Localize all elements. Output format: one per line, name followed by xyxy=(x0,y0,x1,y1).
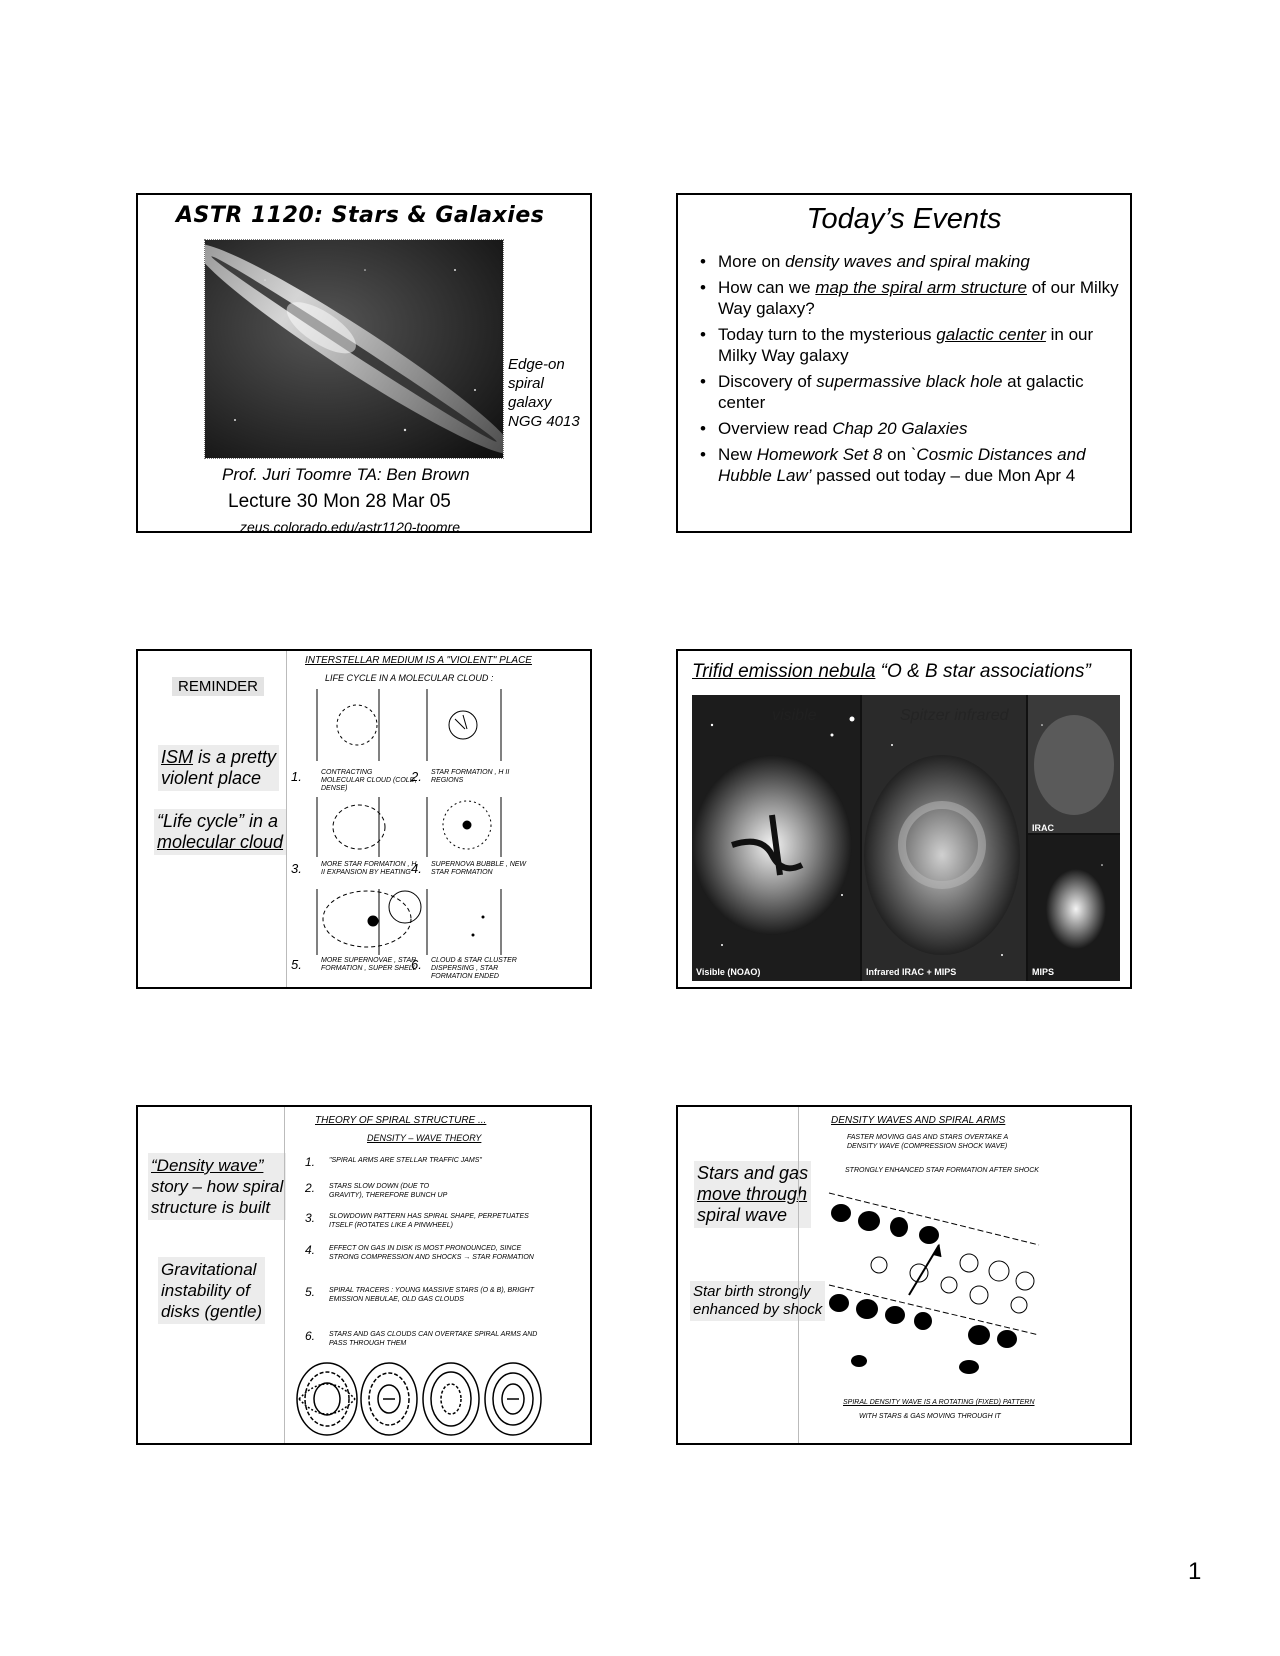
sketch-subtitle: DENSITY – WAVE THEORY xyxy=(367,1133,482,1143)
sketch-footer: WITH STARS & GAS MOVING THROUGH IT xyxy=(859,1413,1001,1420)
trifid-nebula-image xyxy=(692,695,1120,981)
list-item: • New Homework Set 8 on `Cosmic Distances and Hubble Law’ passed out today – due Mon Apr 4 xyxy=(700,444,1120,486)
visible-label: visible xyxy=(772,707,817,724)
galaxy-ngc4013-photo xyxy=(204,239,504,459)
item-text: EFFECT ON GAS IN DISK IS MOST PRONOUNCED, SINCE STRONG COMPRESSION AND SHOCKS → STAR FORMATION xyxy=(329,1245,534,1261)
step-text: STAR FORMATION , H II REGIONS xyxy=(431,769,510,784)
list-item: • More on density waves and spiral making xyxy=(700,251,1120,272)
events-list xyxy=(700,251,1120,491)
gravitational-instability-note: Gravitational instability of disks (gentle) xyxy=(158,1257,265,1324)
lecture-date: Lecture 30 Mon 28 Mar 05 xyxy=(228,491,451,512)
item-number: 2. xyxy=(305,1181,316,1195)
density-wave-note: “Density wave” story – how spiral structure is built xyxy=(148,1153,286,1220)
step-number: 5. xyxy=(291,957,302,972)
disk-diagram xyxy=(485,1363,541,1435)
sketch-subtitle: LIFE CYCLE IN A MOLECULAR CLOUD : xyxy=(325,673,494,683)
galaxy-image xyxy=(205,240,503,458)
item-text: STARS AND GAS CLOUDS CAN OVERTAKE SPIRAL ARMS AND PASS THROUGH THEM xyxy=(329,1331,538,1347)
visible-noao-label: Visible (NOAO) xyxy=(696,967,761,977)
item-number: 6. xyxy=(305,1329,316,1343)
list-item: • Discovery of supermassive black hole at galactic center xyxy=(700,371,1120,413)
life-cycle-note: “Life cycle” in a molecular cloud xyxy=(154,809,286,855)
sketch-line: FASTER MOVING GAS AND STARS OVERTAKE A DENSITY WAVE (COMPRESSION SHOCK WAVE) xyxy=(847,1134,1008,1150)
item-text: "SPIRAL ARMS ARE STELLAR TRAFFIC JAMS" xyxy=(329,1157,482,1164)
course-title: ASTR 1120: Stars & Galaxies xyxy=(176,203,545,228)
disk-diagram xyxy=(423,1363,479,1435)
item-text: STARS SLOW DOWN (DUE TO GRAVITY), THEREFORE BUNCH UP xyxy=(329,1183,448,1199)
density-waves-sketch xyxy=(798,1107,1099,1443)
slide-density-wave-theory xyxy=(136,1105,592,1445)
slide-course-title xyxy=(136,193,592,533)
slide-ism-life-cycle xyxy=(136,649,592,989)
caption-line: NGG 4013 xyxy=(508,413,580,430)
step-number: 6. xyxy=(411,957,422,972)
step-text: MORE STAR FORMATION , H II EXPANSION BY HEATING xyxy=(321,861,417,876)
step-number: 1. xyxy=(291,769,302,784)
reminder-label: REMINDER xyxy=(172,677,264,696)
spiral-disk-diagrams xyxy=(295,1357,545,1439)
item-number: 3. xyxy=(305,1211,316,1225)
spiral-arm-drawing xyxy=(819,1185,1049,1385)
sketch-title: INTERSTELLAR MEDIUM IS A "VIOLENT" PLACE xyxy=(305,655,532,666)
sketch-line: STRONGLY ENHANCED STAR FORMATION AFTER SHOCK xyxy=(845,1167,1039,1174)
course-url[interactable]: zeus.colorado.edu/astr1120-toomre xyxy=(240,519,460,533)
step-text: CLOUD & STAR CLUSTER DISPERSING , STAR FORMATION ENDED xyxy=(431,957,517,980)
item-text: SPIRAL TRACERS : YOUNG MASSIVE STARS (O & B), BRIGHT EMISSION NEBULAE, OLD GAS CLOUDS xyxy=(329,1287,534,1303)
life-cycle-sketch xyxy=(286,651,551,987)
slide-title: Trifid emission nebula “O & B star associations” xyxy=(692,661,1091,682)
irac-label: IRAC xyxy=(1032,823,1054,833)
infrared-label: Infrared IRAC + MIPS xyxy=(866,967,957,977)
galaxy-caption xyxy=(508,355,590,431)
step-number: 4. xyxy=(411,861,422,876)
step-text: SUPERNOVA BUBBLE , NEW STAR FORMATION xyxy=(431,861,527,876)
item-number: 5. xyxy=(305,1285,316,1299)
step-text: CONTRACTING MOLECULAR CLOUD (COLD, DENSE) xyxy=(321,769,417,792)
slide-density-waves-spiral-arms xyxy=(676,1105,1132,1445)
disk-diagram xyxy=(297,1363,357,1435)
instructors: Prof. Juri Toomre TA: Ben Brown xyxy=(222,465,470,484)
list-item: • How can we map the spiral arm structure of our Milky Way galaxy? xyxy=(700,277,1120,319)
item-number: 4. xyxy=(305,1243,316,1257)
list-item: • Overview read Chap 20 Galaxies xyxy=(700,418,1120,439)
slide-trifid-nebula xyxy=(676,649,1132,989)
spiral-theory-sketch xyxy=(284,1107,555,1443)
item-text: SLOWDOWN PATTERN HAS SPIRAL SHAPE, PERPETUATES ITSELF (ROTATES LIKE A PINWHEEL) xyxy=(329,1213,529,1229)
stars-gas-note: Stars and gas move through spiral wave xyxy=(694,1161,811,1228)
disk-diagram xyxy=(361,1363,417,1435)
caption-line: Edge-on xyxy=(508,356,565,373)
sketch-footer: SPIRAL DENSITY WAVE IS A ROTATING (FIXED) PATTERN xyxy=(843,1399,1035,1406)
list-item: • Today turn to the mysterious galactic center in our Milky Way galaxy xyxy=(700,324,1120,366)
spitzer-label: Spitzer infrared xyxy=(900,707,1009,724)
step-number: 2. xyxy=(411,769,422,784)
step-number: 3. xyxy=(291,861,302,876)
sketch-title: THEORY OF SPIRAL STRUCTURE ... xyxy=(315,1115,487,1126)
caption-line: spiral galaxy xyxy=(508,375,552,411)
life-cycle-drawing xyxy=(287,685,551,985)
slide-todays-events xyxy=(676,193,1132,533)
mips-label: MIPS xyxy=(1032,967,1055,977)
item-number: 1. xyxy=(305,1155,316,1169)
slide-title: Today’s Events xyxy=(806,203,1002,235)
sketch-title: DENSITY WAVES AND SPIRAL ARMS xyxy=(831,1115,1006,1126)
ism-note: ISM is a pretty violent place xyxy=(158,745,279,791)
page-number: 1 xyxy=(1188,1558,1202,1585)
trifid-image-panel xyxy=(692,695,1120,981)
step-text: MORE SUPERNOVAE , STAR FORMATION , SUPER SHELL xyxy=(321,957,417,972)
star-birth-note: Star birth strongly enhanced by shock xyxy=(690,1281,825,1321)
